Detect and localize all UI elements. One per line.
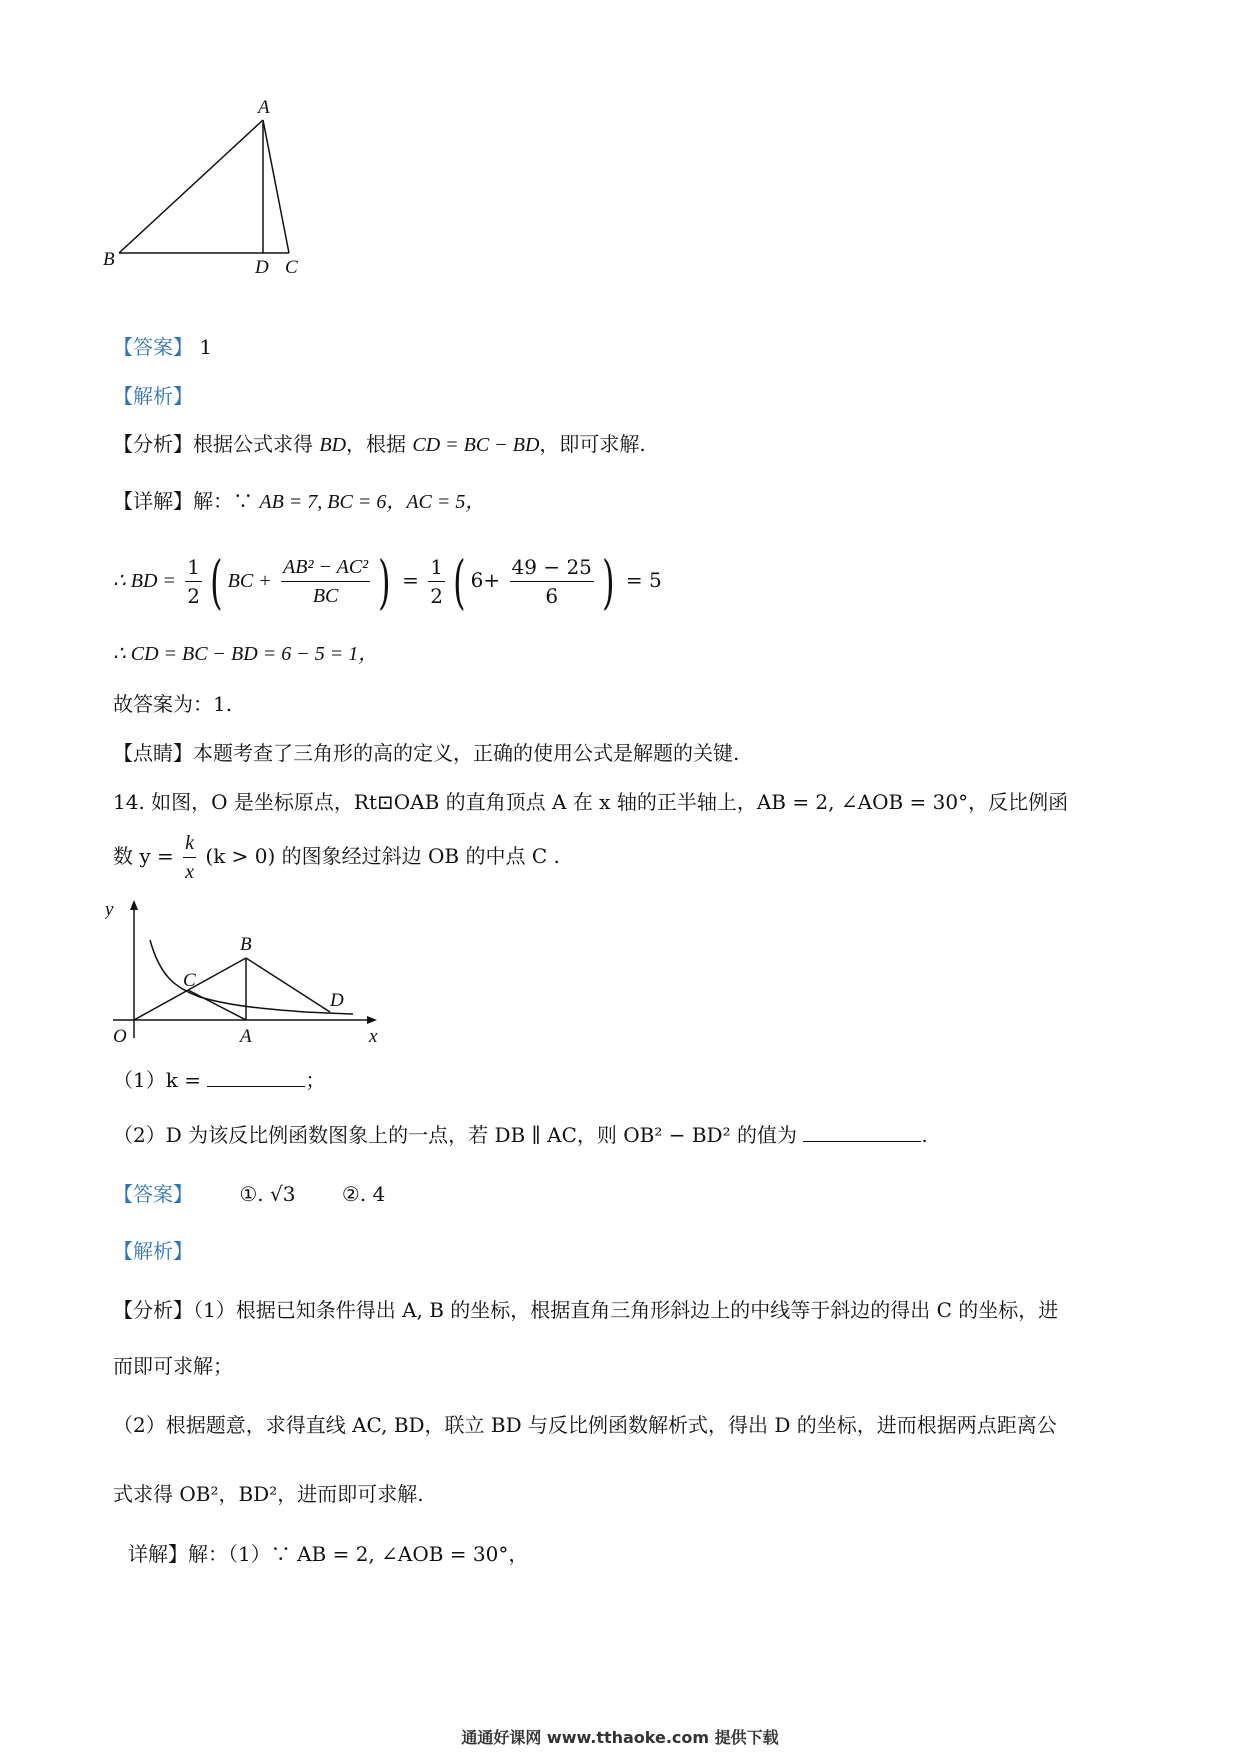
fenxi-text-3: ，即可求解. xyxy=(539,432,646,456)
q14-fenxi-3: （2）根据题意，求得直线 AC, BD，联立 BD 与反比例函数解析式，得出 D 的坐标，进而根据两点距离公 xyxy=(113,1413,1057,1437)
label-y: y xyxy=(105,899,114,920)
q13-fenxi xyxy=(113,430,646,459)
ab-ac-fraction xyxy=(281,553,370,610)
part1-end: ； xyxy=(305,1068,326,1092)
frac1-num: AB² − AC² xyxy=(281,553,370,582)
answer-tag: 【答案】 xyxy=(113,335,193,359)
half-fraction xyxy=(185,553,202,610)
fenxi-formula: CD = BC − BD xyxy=(412,434,540,456)
result: = 5 xyxy=(625,568,662,592)
q14-fenxi-1 xyxy=(113,1296,1058,1324)
half-num: 1 xyxy=(185,553,202,582)
answer-tag: 【答案】 xyxy=(113,1182,193,1206)
y-axis-arrow xyxy=(130,900,138,910)
half-den-2: 2 xyxy=(430,584,444,608)
detail-tag: 【详解】 xyxy=(113,489,193,513)
q14-part1 xyxy=(113,1066,325,1094)
fenxi-1-text: （1）根据已知条件得出 A, B 的坐标，根据直角三角形斜边上的中线等于斜边的得出 C 的坐标，进 xyxy=(193,1298,1059,1322)
given-values: AB = 7, BC = 6，AC = 5， xyxy=(259,491,486,513)
dianjing-tag: 【点睛】 xyxy=(113,741,193,765)
label-b: B xyxy=(103,249,115,270)
six-plus: 6+ xyxy=(470,568,501,592)
k-over-x xyxy=(183,829,196,886)
q13-analysis-tag: 【解析】 xyxy=(113,384,193,408)
label-c: C xyxy=(183,970,196,991)
q14-fenxi-2: 而即可求解； xyxy=(113,1354,233,1378)
right-paren-2: ) xyxy=(601,547,615,616)
answer-1: ①. √3 xyxy=(239,1182,296,1206)
label-d: D xyxy=(330,990,344,1011)
left-paren: ( xyxy=(210,547,223,616)
q13-bd-formula xyxy=(113,545,662,615)
label-d: D xyxy=(255,257,269,278)
page-footer: 通通好课网 www.tthaoke.com 提供下载 xyxy=(461,1728,779,1747)
coordinate-figure xyxy=(105,888,385,1058)
segment-ac xyxy=(263,120,289,253)
frac2-num: 49 − 25 xyxy=(510,553,594,582)
q14-stem-1: 14. 如图，O 是坐标原点，Rt⊡OAB 的直角顶点 A 在 x 轴的正半轴上，AB = 2, ∠AOB = 30°，反比例函 xyxy=(113,790,1069,814)
label-c: C xyxy=(285,257,298,278)
eq-sign: = xyxy=(402,568,419,592)
frac2-den: 6 xyxy=(545,584,559,608)
fenxi-text-1: 根据公式求得 xyxy=(193,432,313,456)
answer-value: 1 xyxy=(199,335,213,359)
answer-2: ②. 4 xyxy=(341,1182,386,1206)
label-b: B xyxy=(240,934,252,955)
q14-detail: 详解】解：（1）∵ AB = 2, ∠AOB = 30°， xyxy=(128,1542,529,1566)
half-fraction-2 xyxy=(428,553,445,610)
part2-blank xyxy=(803,1141,921,1142)
q14-fenxi-4: 式求得 OB²，BD²，进而即可求解. xyxy=(113,1482,424,1506)
q13-dianjing xyxy=(113,739,739,767)
triangle-figure xyxy=(100,95,340,310)
q14-stem-2 xyxy=(113,826,560,886)
label-x: x xyxy=(369,1026,378,1047)
label-o: O xyxy=(113,1026,127,1047)
half-den: 2 xyxy=(187,584,200,608)
q14-answer xyxy=(113,1180,385,1208)
part2-end: . xyxy=(921,1123,928,1147)
left-paren-2: ( xyxy=(453,547,466,616)
fenxi-tag: 【分析】 xyxy=(113,1298,193,1322)
label-a: A xyxy=(240,1026,252,1047)
q14-part2 xyxy=(113,1121,928,1149)
q13-conclusion: 故答案为：1. xyxy=(113,692,233,716)
part1-blank xyxy=(207,1086,305,1087)
part2-text: （2）D 为该反比例函数图象上的一点，若 DB ∥ AC，则 OB² − BD² 的值为 xyxy=(113,1123,797,1147)
q13-detail xyxy=(113,487,485,516)
half-num-2: 1 xyxy=(428,553,445,582)
x-axis-arrow xyxy=(367,1016,377,1024)
detail-text: 解：∵ xyxy=(193,489,260,513)
numeric-fraction xyxy=(510,553,594,610)
part1-text: （1）k = xyxy=(113,1068,201,1092)
stem-2b: (k > 0) 的图象经过斜边 OB 的中点 C . xyxy=(205,844,560,868)
segment-bd xyxy=(246,958,330,1012)
q14-analysis-tag: 【解析】 xyxy=(113,1239,193,1263)
inner-bc: BC + xyxy=(227,570,272,592)
q13-cd-line: ∴ CD = BC − BD = 6 − 5 = 1， xyxy=(113,643,379,665)
q13-answer xyxy=(113,333,212,361)
right-paren: ) xyxy=(378,547,391,616)
label-a: A xyxy=(258,97,270,118)
x-den: x xyxy=(185,861,195,883)
fenxi-tag: 【分析】 xyxy=(113,432,193,456)
bd-lhs: ∴ BD = xyxy=(113,570,176,592)
fenxi-text-2: ，根据 xyxy=(346,432,407,456)
frac1-den: BC xyxy=(312,585,339,607)
dianjing-text: 本题考查了三角形的高的定义，正确的使用公式是解题的关键. xyxy=(193,741,740,765)
fenxi-bd: BD xyxy=(319,434,347,456)
stem-2a: 数 y = xyxy=(113,844,174,868)
segment-ab xyxy=(119,120,263,253)
k-num: k xyxy=(183,829,196,858)
